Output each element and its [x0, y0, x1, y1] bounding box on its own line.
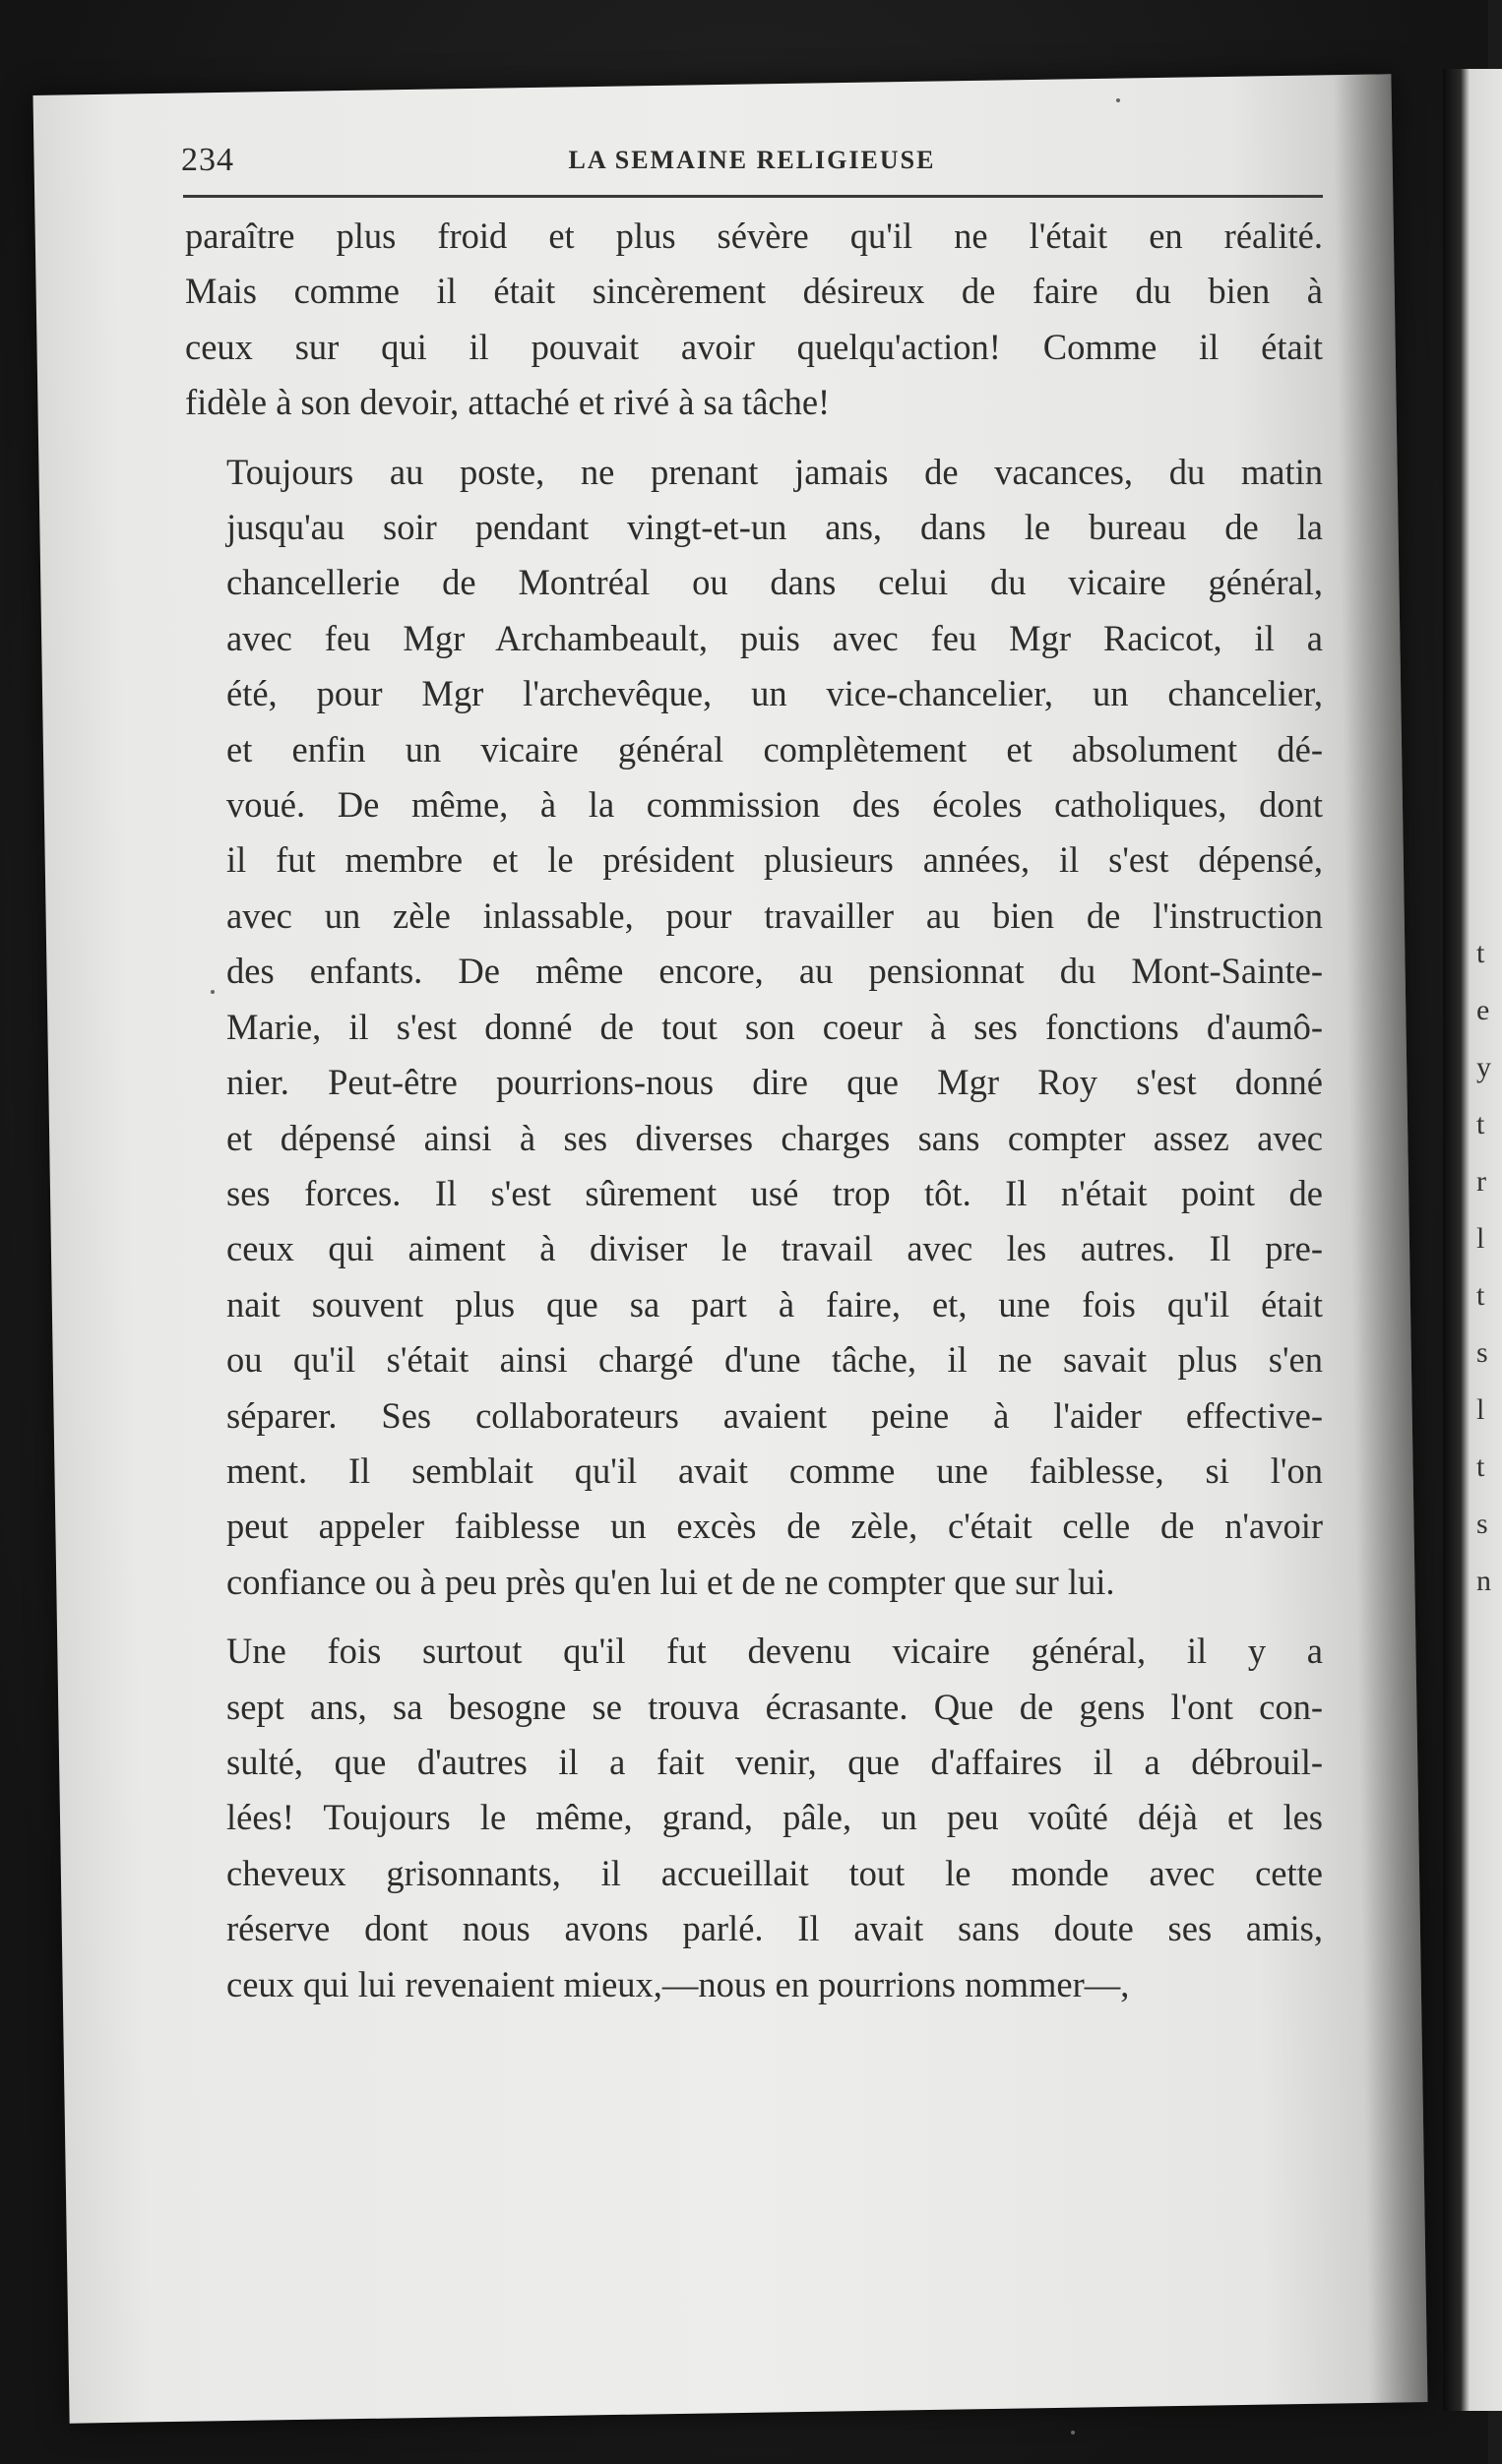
text-line: sept ans, sa besogne se trouva écrasante. Que de gens l'ont con- [226, 1686, 1323, 1727]
text-line: avec feu Mgr Archambeault, puis avec feu Mgr Racicot, il a [226, 617, 1323, 658]
text-line: nier. Peut-être pourrions-nous dire que Mgr Roy s'est donné [226, 1062, 1323, 1103]
scan-speck [1071, 2431, 1075, 2434]
page-number: 234 [181, 142, 234, 178]
text-line: lées! Toujours le même, grand, pâle, un peu voûté déjà et les [226, 1797, 1323, 1838]
text-line: Marie, il s'est donné de tout son coeur à ses fonctions d'aumô- [226, 1006, 1323, 1047]
text-line: nait souvent plus que sa part à faire, et, une fois qu'il était [226, 1283, 1323, 1324]
text-line: ceux sur qui il pouvait avoir quelqu'action! Comme il était [185, 326, 1323, 367]
next-page-fragment: t e y t r l t s l t s n [1476, 937, 1491, 1597]
text-line: voué. De même, à la commission des écoles catholiques, dont [226, 784, 1323, 826]
running-head: LA SEMAINE RELIGIEUSE [568, 146, 936, 174]
text-line: ment. Il semblait qu'il avait comme une faiblesse, si l'on [226, 1449, 1323, 1491]
scan-speck [1116, 98, 1120, 102]
text-line: ou qu'il s'était ainsi chargé d'une tâche, il ne savait plus s'en [226, 1339, 1323, 1381]
body-text [185, 209, 1323, 2012]
paragraph-1 [185, 209, 1323, 431]
text-line: sulté, que d'autres il a fait venir, que d'affaires il a débrouil- [226, 1741, 1323, 1782]
text-line: paraître plus froid et plus sévère qu'il ne l'était en réalité. [185, 216, 1323, 256]
text-line: avec un zèle inlassable, pour travailler au bien de l'instruction [226, 894, 1323, 936]
paragraph-2 [185, 445, 1323, 1611]
text-line: Toujours au poste, ne prenant jamais de vacances, du matin [226, 451, 1323, 492]
text-line: ceux qui aiment à diviser le travail avec les autres. Il pre- [226, 1228, 1323, 1269]
text-line: et enfin un vicaire général complètement et absolument dé- [226, 728, 1323, 770]
text-line: il fut membre et le président plusieurs années, il s'est dépensé, [226, 839, 1323, 881]
scan-speck [211, 990, 215, 994]
text-line: chancellerie de Montréal ou dans celui du vicaire général, [226, 562, 1323, 603]
text-line: ceux qui lui revenaient mieux,—nous en pourrions nommer—, [226, 1963, 1130, 2004]
text-line: fidèle à son devoir, attaché et rivé à sa tâche! [185, 382, 831, 423]
header-rule [183, 195, 1323, 198]
text-line: des enfants. De même encore, au pensionnat du Mont-Sainte- [226, 951, 1323, 992]
text-line: Une fois surtout qu'il fut devenu vicaire général, il y a [226, 1631, 1323, 1672]
text-line: ses forces. Il s'est sûrement usé trop tôt. Il n'était point de [226, 1172, 1323, 1213]
paragraph-3 [185, 1624, 1323, 2012]
text-line: été, pour Mgr l'archevêque, un vice-chancelier, un chancelier, [226, 673, 1323, 714]
text-line: séparer. Ses collaborateurs avaient peine à l'aider effective- [226, 1394, 1323, 1436]
text-line: Mais comme il était sincèrement désireux de faire du bien à [185, 271, 1323, 312]
text-line: peut appeler faiblesse un excès de zèle, c'était celle de n'avoir [226, 1506, 1323, 1547]
text-line: confiance ou à peu près qu'en lui et de ne compter que sur lui. [226, 1561, 1115, 1602]
text-line: réserve dont nous avons parlé. Il avait sans doute ses amis, [226, 1908, 1323, 1949]
text-line: cheveux grisonnants, il accueillait tout le monde avec cette [226, 1852, 1323, 1893]
text-line: jusqu'au soir pendant vingt-et-un ans, dans le bureau de la [226, 507, 1323, 548]
text-line: et dépensé ainsi à ses diverses charges sans compter assez avec [226, 1117, 1323, 1158]
page-header [181, 142, 1323, 197]
